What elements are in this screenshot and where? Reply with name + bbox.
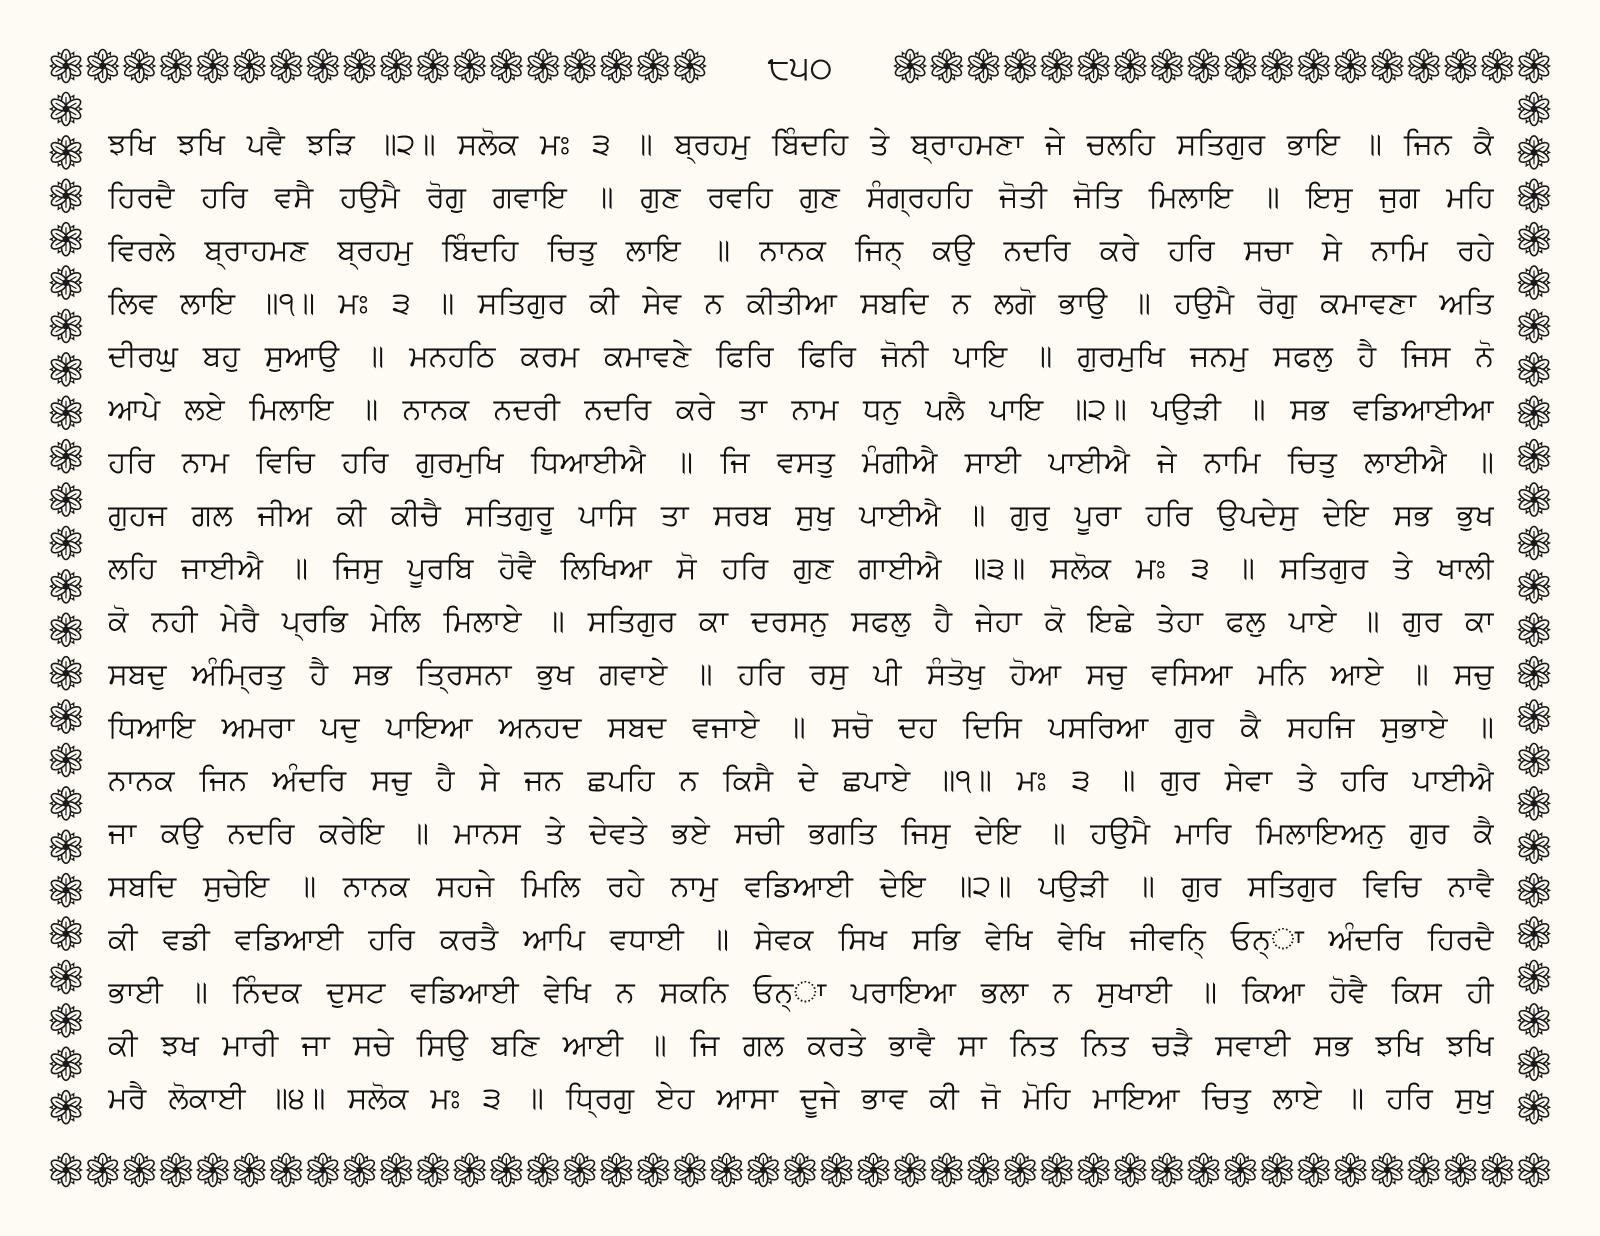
border-flower-icon — [1517, 1154, 1551, 1187]
border-flower-icon — [86, 50, 120, 83]
border-flower-icon — [306, 50, 340, 83]
border-flower-icon — [269, 1154, 303, 1187]
border-flower-icon — [1517, 266, 1551, 299]
border-flower-icon — [1297, 50, 1331, 83]
border-flower-icon — [1113, 1154, 1147, 1187]
border-flower-icon — [1517, 830, 1551, 863]
border-flower-icon — [49, 50, 83, 83]
border-flower-icon — [1444, 1154, 1478, 1187]
border-flower-icon — [49, 136, 83, 169]
border-flower-icon — [453, 50, 487, 83]
border-flower-icon — [967, 1154, 1001, 1187]
border-flower-icon — [306, 1154, 340, 1187]
border-flower-icon — [49, 570, 83, 603]
border-flower-icon — [893, 50, 927, 83]
border-flower-icon — [49, 1091, 83, 1124]
border-flower-icon — [1517, 657, 1551, 690]
border-flower-icon — [1334, 1154, 1368, 1187]
border-flower-icon — [1260, 50, 1294, 83]
border-flower-icon — [1517, 136, 1551, 169]
border-flower-icon — [1407, 1154, 1441, 1187]
border-flower-icon — [1517, 1091, 1551, 1124]
border-flower-icon — [453, 1154, 487, 1187]
text-line: ਮਰੈ ਲੋਕਾਈ ॥੪॥ ਸਲੋਕ ਮਃ ੩ ॥ ਧ੍ਰਿਗੁ ਏਹ ਆਸਾ ਦੂਜੇ ਭਾਵ ਕੀ ਜੋ ਮੋਹਿ ਮਾਇਆ ਚਿਤੁ ਲਾਏ ॥ ਹਰਿ ਸੁਖੁ — [108, 1081, 1494, 1116]
border-flower-icon — [1517, 613, 1551, 646]
border-flower-icon — [1040, 50, 1074, 83]
border-flower-icon — [49, 700, 83, 733]
text-line: ਗੁਹਜ ਗਲ ਜੀਅ ਕੀ ਕੀਚੈ ਸਤਿਗੁਰੂ ਪਾਸਿ ਤਾ ਸਰਬ ਸੁਖੁ ਪਾਈਐ ॥ ਗੁਰੁ ਪੂਰਾ ਹਰਿ ਉਪਦੇਸੁ ਦੇਇ ਸਭ ਭੁਖ — [108, 498, 1494, 533]
border-flower-icon — [1517, 179, 1551, 212]
border-flower-icon — [49, 657, 83, 690]
border-flower-icon — [49, 310, 83, 343]
border-flower-icon — [196, 1154, 230, 1187]
border-flower-icon — [930, 1154, 964, 1187]
border-flower-icon — [49, 1004, 83, 1037]
border-flower-icon — [49, 874, 83, 907]
text-line: ਕੋ ਨਹੀ ਮੇਰੈ ਪ੍ਰਭਿ ਮੇਲਿ ਮਿਲਾਏ ॥ ਸਤਿਗੁਰ ਕਾ ਦਰਸਨੁ ਸਫਲੁ ਹੈ ਜੇਹਾ ਕੋ ਇਛੇ ਤੇਹਾ ਫਲੁ ਪਾਏ ॥ ਗੁਰ ਕਾ — [108, 604, 1494, 639]
border-flower-icon — [49, 744, 83, 777]
border-flower-icon — [1517, 570, 1551, 603]
border-flower-icon — [1370, 1154, 1404, 1187]
border-flower-icon — [820, 1154, 854, 1187]
border-flower-icon — [159, 1154, 193, 1187]
border-flower-icon — [379, 1154, 413, 1187]
border-flower-icon — [967, 50, 1001, 83]
border-flower-icon — [489, 50, 523, 83]
border-flower-icon — [49, 483, 83, 516]
border-flower-icon — [159, 50, 193, 83]
border-flower-icon — [1517, 961, 1551, 994]
border-flower-icon — [49, 179, 83, 212]
border-flower-icon — [1517, 440, 1551, 473]
border-flower-icon — [1517, 483, 1551, 516]
border-flower-icon — [49, 266, 83, 299]
text-line: ਭਾਈ ॥ ਨਿੰਦਕ ਦੁਸਟ ਵਡਿਆਈ ਵੇਖਿ ਨ ਸਕਨਿ ਓਨ੍ਾ ਪਰਾਇਆ ਭਲਾ ਨ ਸੁਖਾਈ ॥ ਕਿਆ ਹੋਵੈ ਕਿਸ ਹੀ — [108, 975, 1494, 1010]
border-flower-icon — [1150, 1154, 1184, 1187]
border-flower-icon — [233, 1154, 267, 1187]
border-flower-icon — [49, 961, 83, 994]
border-flower-icon — [1517, 1047, 1551, 1080]
border-flower-icon — [1260, 1154, 1294, 1187]
border-flower-icon — [1517, 527, 1551, 560]
border-flower-icon — [122, 50, 156, 83]
border-flower-icon — [233, 50, 267, 83]
border-flower-icon — [49, 93, 83, 126]
border-flower-icon — [49, 353, 83, 386]
border-flower-icon — [1187, 1154, 1221, 1187]
border-flower-icon — [1517, 353, 1551, 386]
border-flower-icon — [856, 1154, 890, 1187]
page-number: ੮੫੦ — [740, 38, 860, 98]
text-line: ਹਰਿ ਨਾਮ ਵਿਚਿ ਹਰਿ ਗੁਰਮੁਖਿ ਧਿਆਈਐ ॥ ਜਿ ਵਸਤੁ ਮੰਗੀਐ ਸਾਈ ਪਾਈਐ ਜੇ ਨਾਮਿ ਚਿਤੁ ਲਾਈਐ ॥ — [108, 445, 1494, 480]
text-line: ਧਿਆਇ ਅਮਰਾ ਪਦੁ ਪਾਇਆ ਅਨਹਦ ਸਬਦ ਵਜਾਏ ॥ ਸਚੋ ਦਹ ਦਿਸਿ ਪਸਰਿਆ ਗੁਰ ਕੈ ਸਹਜਿ ਸੁਭਾਏ ॥ — [108, 710, 1494, 745]
border-flower-icon — [636, 1154, 670, 1187]
border-flower-icon — [49, 917, 83, 950]
border-flower-icon — [489, 1154, 523, 1187]
text-line: ਕੀ ਵਡੀ ਵਡਿਆਈ ਹਰਿ ਕਰਤੈ ਆਪਿ ਵਧਾਈ ॥ ਸੇਵਕ ਸਿਖ ਸਭਿ ਵੇਖਿ ਵੇਖਿ ਜੀਵਨਿ੍ ਓਨ੍ਾ ਅੰਦਰਿ ਹਿਰਦੈ — [108, 922, 1494, 957]
border-flower-icon — [379, 50, 413, 83]
border-flower-icon — [1517, 874, 1551, 907]
border-flower-icon — [1480, 1154, 1514, 1187]
border-flower-icon — [1223, 1154, 1257, 1187]
border-flower-icon — [1517, 700, 1551, 733]
border-flower-icon — [1223, 50, 1257, 83]
border-flower-icon — [416, 50, 450, 83]
border-flower-icon — [1334, 50, 1368, 83]
border-flower-icon — [563, 50, 597, 83]
border-flower-icon — [1517, 50, 1551, 83]
text-line: ਸਬਦੁ ਅੰਮ੍ਰਿਤੁ ਹੈ ਸਭ ਤ੍ਰਿਸਨਾ ਭੁਖ ਗਵਾਏ ॥ ਹਰਿ ਰਸੁ ਪੀ ਸੰਤੋਖੁ ਹੋਆ ਸਚੁ ਵਸਿਆ ਮਨਿ ਆਏ ॥ ਸਚੁ — [108, 657, 1494, 692]
border-flower-icon — [710, 1154, 744, 1187]
text-line: ਕੀ ਝਖ ਮਾਰੀ ਜਾ ਸਚੇ ਸਿਉ ਬਣਿ ਆਈ ॥ ਜਿ ਗਲ ਕਰਤੇ ਭਾਵੈ ਸਾ ਨਿਤ ਨਿਤ ਚੜੈ ਸਵਾਈ ਸਭ ਝਖਿ ਝਖਿ — [108, 1028, 1494, 1063]
border-flower-icon — [49, 787, 83, 820]
border-flower-icon — [49, 613, 83, 646]
border-flower-icon — [1444, 50, 1478, 83]
border-flower-icon — [930, 50, 964, 83]
border-flower-icon — [1077, 1154, 1111, 1187]
border-flower-icon — [416, 1154, 450, 1187]
border-flower-icon — [1040, 1154, 1074, 1187]
gurbani-text — [108, 118, 1494, 1125]
border-flower-icon — [1407, 50, 1441, 83]
border-flower-icon — [1480, 50, 1514, 83]
text-line: ਨਾਨਕ ਜਿਨ ਅੰਦਰਿ ਸਚੁ ਹੈ ਸੇ ਜਨ ਛਪਹਿ ਨ ਕਿਸੈ ਦੇ ਛਪਾਏ ॥੧॥ ਮਃ ੩ ॥ ਗੁਰ ਸੇਵਾ ਤੇ ਹਰਿ ਪਾਈਐ — [108, 763, 1494, 798]
text-line: ਝਖਿ ਝਖਿ ਪਵੈ ਝੜਿ ॥੨॥ ਸਲੋਕ ਮਃ ੩ ॥ ਬ੍ਰਹਮੁ ਬਿੰਦਹਿ ਤੇ ਬ੍ਰਾਹਮਣਾ ਜੇ ਚਲਹਿ ਸਤਿਗੁਰ ਭਾਇ ॥ ਜਿਨ ਕੈ — [108, 127, 1494, 162]
border-flower-icon — [1003, 1154, 1037, 1187]
border-flower-icon — [563, 1154, 597, 1187]
border-flower-icon — [196, 50, 230, 83]
border-flower-icon — [343, 1154, 377, 1187]
text-line: ਹਿਰਦੈ ਹਰਿ ਵਸੈ ਹਉਮੈ ਰੋਗੁ ਗਵਾਇ ॥ ਗੁਣ ਰਵਹਿ ਗੁਣ ਸੰਗ੍ਰਹਹਿ ਜੋਤੀ ਜੋਤਿ ਮਿਲਾਇ ॥ ਇਸੁ ਜੁਗ ਮਹਿ — [108, 180, 1494, 215]
border-flower-icon — [1517, 93, 1551, 126]
border-flower-icon — [783, 1154, 817, 1187]
border-flower-icon — [1077, 50, 1111, 83]
border-flower-icon — [1113, 50, 1147, 83]
border-flower-icon — [1517, 917, 1551, 950]
border-flower-icon — [1150, 50, 1184, 83]
border-flower-icon — [1297, 1154, 1331, 1187]
text-line: ਲਹਿ ਜਾਈਐ ॥ ਜਿਸੁ ਪੂਰਬਿ ਹੋਵੈ ਲਿਖਿਆ ਸੋ ਹਰਿ ਗੁਣ ਗਾਈਐ ॥੩॥ ਸਲੋਕ ਮਃ ੩ ॥ ਸਤਿਗੁਰ ਤੇ ਖਾਲੀ — [108, 551, 1494, 586]
border-flower-icon — [636, 50, 670, 83]
text-line: ਸਬਦਿ ਸੁਚੇਇ ॥ ਨਾਨਕ ਸਹਜੇ ਮਿਲਿ ਰਹੇ ਨਾਮੁ ਵਡਿਆਈ ਦੇਇ ॥੨॥ ਪਉੜੀ ॥ ਗੁਰ ਸਤਿਗੁਰ ਵਿਚਿ ਨਾਵੈ — [108, 869, 1494, 904]
border-flower-icon — [893, 1154, 927, 1187]
border-flower-icon — [122, 1154, 156, 1187]
border-flower-icon — [1517, 1004, 1551, 1037]
border-flower-icon — [673, 50, 707, 83]
border-flower-icon — [526, 1154, 560, 1187]
text-line: ਆਪੇ ਲਏ ਮਿਲਾਇ ॥ ਨਾਨਕ ਨਦਰੀ ਨਦਰਿ ਕਰੇ ਤਾ ਨਾਮ ਧਨੁ ਪਲੈ ਪਾਇ ॥੨॥ ਪਉੜੀ ॥ ਸਭ ਵਡਿਆਈਆ — [108, 392, 1494, 427]
text-line: ਦੀਰਘੁ ਬਹੁ ਸੁਆਉ ॥ ਮਨਹਠਿ ਕਰਮ ਕਮਾਵਣੇ ਫਿਰਿ ਫਿਰਿ ਜੋਨੀ ਪਾਇ ॥ ਗੁਰਮੁਖਿ ਜਨਮੁ ਸਫਲੁ ਹੈ ਜਿਸ ਨੋ — [108, 339, 1494, 374]
border-flower-icon — [269, 50, 303, 83]
border-flower-icon — [49, 396, 83, 429]
text-line: ਲਿਵ ਲਾਇ ॥੧॥ ਮਃ ੩ ॥ ਸਤਿਗੁਰ ਕੀ ਸੇਵ ਨ ਕੀਤੀਆ ਸਬਦਿ ਨ ਲਗੋ ਭਾਉ ॥ ਹਉਮੈ ਰੋਗੁ ਕਮਾਵਣਾ ਅਤਿ — [108, 286, 1494, 321]
border-flower-icon — [49, 223, 83, 256]
border-flower-icon — [1517, 744, 1551, 777]
border-flower-icon — [600, 50, 634, 83]
text-line: ਜਾ ਕਉ ਨਦਰਿ ਕਰੇਇ ॥ ਮਾਨਸ ਤੇ ਦੇਵਤੇ ਭਏ ਸਚੀ ਭਗਤਿ ਜਿਸੁ ਦੇਇ ॥ ਹਉਮੈ ਮਾਰਿ ਮਿਲਾਇਅਨੁ ਗੁਰ ਕੈ — [108, 816, 1494, 851]
border-flower-icon — [49, 830, 83, 863]
border-flower-icon — [600, 1154, 634, 1187]
border-flower-icon — [1517, 310, 1551, 343]
border-flower-icon — [49, 527, 83, 560]
border-flower-icon — [86, 1154, 120, 1187]
border-flower-icon — [1370, 50, 1404, 83]
border-flower-icon — [746, 1154, 780, 1187]
border-flower-icon — [1517, 787, 1551, 820]
border-flower-icon — [49, 440, 83, 473]
border-flower-icon — [1517, 223, 1551, 256]
border-flower-icon — [1517, 396, 1551, 429]
border-flower-icon — [49, 1154, 83, 1187]
border-flower-icon — [673, 1154, 707, 1187]
border-flower-icon — [526, 50, 560, 83]
text-line: ਵਿਰਲੇ ਬ੍ਰਾਹਮਣ ਬ੍ਰਹਮੁ ਬਿੰਦਹਿ ਚਿਤੁ ਲਾਇ ॥ ਨਾਨਕ ਜਿਨ੍ ਕਉ ਨਦਰਿ ਕਰੇ ਹਰਿ ਸਚਾ ਸੇ ਨਾਮਿ ਰਹੇ — [108, 233, 1494, 268]
border-flower-icon — [49, 1047, 83, 1080]
border-flower-icon — [1187, 50, 1221, 83]
border-flower-icon — [343, 50, 377, 83]
border-flower-icon — [1003, 50, 1037, 83]
